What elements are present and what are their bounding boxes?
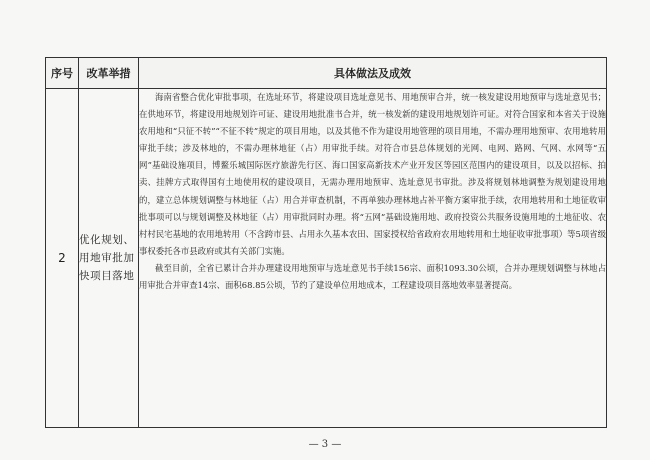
- row-measure: 优化规划、用地审批加快项目落地: [79, 89, 139, 428]
- table-header-row: [46, 58, 607, 89]
- page-number: — 3 —: [308, 439, 342, 450]
- reform-table: [45, 57, 607, 428]
- table-row: [46, 89, 607, 428]
- header-seq: 序号: [46, 58, 79, 89]
- header-measure: 改革举措: [79, 58, 139, 89]
- header-content: 具体做法及成效: [139, 58, 607, 89]
- content-paragraph-1: 海南省整合优化审批事项，在选址环节，将建设项目选址意见书、用地预审合并，统一核发建设用地预审与选址意见书；在供地环节，将建设用地规划许可证、建设用地批准书合并，统一核发新的建设用地规划许可证。对符合国家和本省关于设施农用地和“只征不转”“不征不转”规定的项目用地，以及其他不作为建设用地管理的项目用地，不需办理用地预审、农用地转用审批手续；涉及林地的，不需办理林地征（占）用审批手续。对符合市县总体规划的光网、电网、路网、气网、水网等“五网”基础设施项目，博鳌乐城国际医疗旅游先行区、海口国家高新技术产业开发区等园区范围内的建设项目，以及以招标、拍卖、挂牌方式取得国有土地使用权的建设项目，无需办理用地预审、选址意见书审批。涉及将规划林地调整为规划建设用地的，建立总体规划调整与林地征（占）用合并审查机制，不再单独办理林地占补平衡方案审批手续，农用地转用和土地征收审批事项可以与规划调整及林地征（占）用审批同时办理。将“五网”基础设施用地、政府投资公共服务设施用地的土地征收、农村村民宅基地的农用地转用（不含跨市县、占用永久基本农田、国家授权给省政府农用地转用和土地征收审批事项）等5项省级事权委托各市县政府或其有关部门实施。: [139, 92, 606, 256]
- row-seq: 2: [46, 89, 79, 428]
- content-paragraph-2: 截至目前，全省已累计合并办理建设用地预审与选址意见书手续156宗、面积1093.30公顷，合并办理规划调整与林地占用审批合并审查14宗、面积68.85公顷，节约了建设单位用地成本，工程建设项目落地效率显著提高。: [139, 262, 606, 291]
- row-content: [139, 89, 607, 428]
